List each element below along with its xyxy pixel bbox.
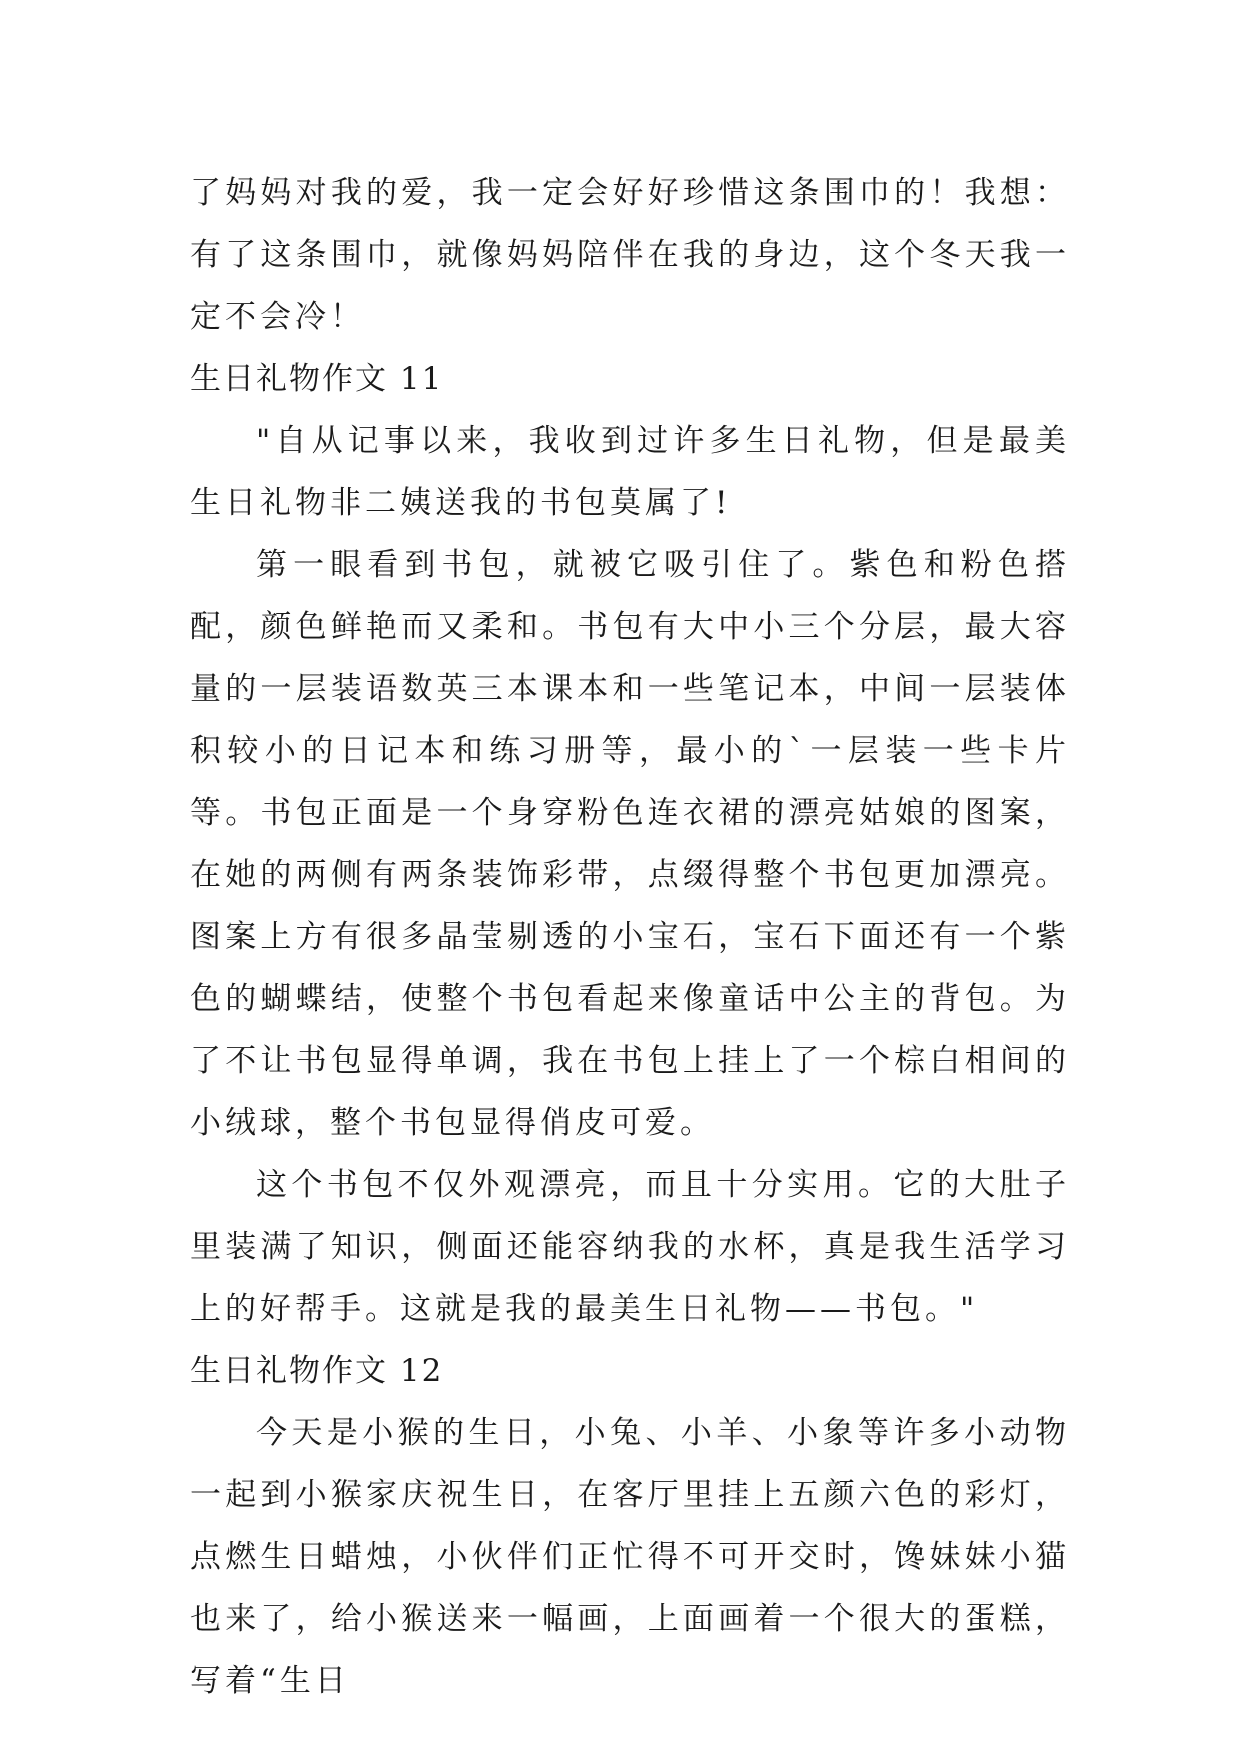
paragraph-12-1: 今天是小猴的生日，小兔、小羊、小象等许多小动物一起到小猴家庆祝生日，在客厅里挂上五颜六色的彩灯，点燃生日蜡烛，小伙伴们正忙得不可开交时，馋妹妹小猫也来了，给小猴送来一幅画，上面画着一个很大的蛋糕，写着“生日 <box>190 1415 1070 1699</box>
document-body <box>190 162 1070 1712</box>
paragraph-11-1: "自从记事以来，我收到过许多生日礼物，但是最美生日礼物非二姨送我的书包莫属了! <box>190 423 1070 521</box>
paragraph-11-3: 这个书包不仅外观漂亮，而且十分实用。它的大肚子里装满了知识，侧面还能容纳我的水杯，真是我生活学习上的好帮手。这就是我的最美生日礼物——书包。" <box>190 1167 1070 1327</box>
essay-heading-11: 生日礼物作文 11 <box>190 361 444 397</box>
paragraph-11-2: 第一眼看到书包，就被它吸引住了。紫色和粉色搭配，颜色鲜艳而又柔和。书包有大中小三个分层，最大容量的一层装语数英三本课本和一些笔记本，中间一层装体积较小的日记本和练习册等，最小的`一层装一些卡片等。书包正面是一个身穿粉色连衣裙的漂亮姑娘的图案，在她的两侧有两条装饰彩带，点缀得整个书包更加漂亮。图案上方有很多晶莹剔透的小宝石，宝石下面还有一个紫色的蝴蝶结，使整个书包看起来像童话中公主的背包。为了不让书包显得单调，我在书包上挂上了一个棕白相间的小绒球，整个书包显得俏皮可爱。 <box>190 547 1070 1141</box>
paragraph-continued: 了妈妈对我的爱，我一定会好好珍惜这条围巾的！我想：有了这条围巾，就像妈妈陪伴在我的身边，这个冬天我一定不会冷！ <box>190 175 1070 335</box>
essay-heading-12: 生日礼物作文 12 <box>190 1353 444 1389</box>
